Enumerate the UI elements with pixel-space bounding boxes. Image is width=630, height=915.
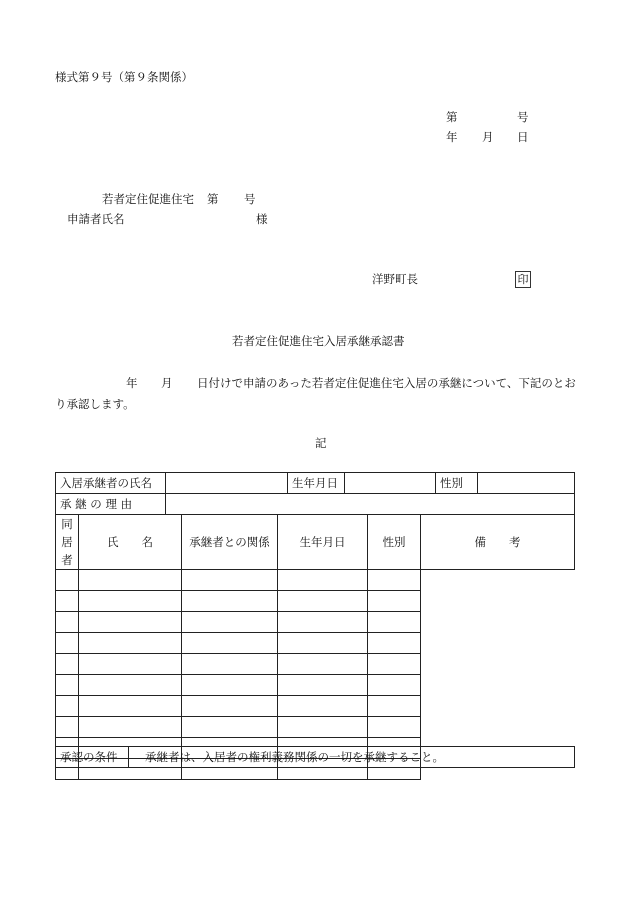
cohabitant-row [56, 717, 575, 738]
cohabitant-relationship-cell [79, 675, 182, 696]
cohabitant-relationship-cell [79, 570, 182, 591]
cohabitant-relationship-cell [79, 654, 182, 675]
conditions-row [56, 747, 575, 768]
cohabitant-table [55, 514, 575, 780]
date-day: 日 [517, 130, 529, 144]
cohabitant-remarks-cell [368, 717, 421, 738]
cohabitant-row [56, 696, 575, 717]
housing-label: 若者定住促進住宅 [102, 192, 194, 206]
cohabitant-remarks-cell [368, 696, 421, 717]
doc-number-dai: 第 [446, 110, 458, 124]
cohabitant-row [56, 612, 575, 633]
cohabitant-birthdate-cell [182, 654, 278, 675]
conditions-table [55, 746, 575, 768]
cohabitant-name-cell [56, 717, 79, 738]
cohabitant-row [56, 675, 575, 696]
form-number: 様式第９号（第９条関係） [55, 70, 193, 84]
cohabitant-relationship-cell [79, 696, 182, 717]
body-month: 月 [161, 376, 173, 390]
reason-row [56, 494, 575, 515]
body-text-line1: 日付けで申請のあった若者定住促進住宅入居の承継について、下記のとお [197, 376, 576, 390]
conditions-text: 承継者は、入居者の権利義務関係の一切を承継すること。 [129, 747, 575, 768]
successor-birthdate-label: 生年月日 [288, 473, 345, 494]
cohabitant-birthdate-cell [182, 591, 278, 612]
cohabitant-remarks-cell [368, 654, 421, 675]
cohabitant-gender-cell [278, 675, 368, 696]
cohabitant-label: 同居者 [56, 515, 79, 570]
cohabitant-gender-cell [278, 633, 368, 654]
cohabitant-header-row [56, 515, 575, 570]
header-birthdate: 生年月日 [278, 515, 368, 570]
cohabitant-birthdate-cell [182, 612, 278, 633]
cohabitant-row [56, 570, 575, 591]
successor-name-row [56, 473, 575, 494]
reason-value [166, 494, 575, 515]
cohabitant-birthdate-cell [182, 633, 278, 654]
ki-heading: 記 [315, 436, 327, 450]
applicant-name-label: 申請者氏名 [67, 212, 125, 226]
header-relationship: 承継者との関係 [182, 515, 278, 570]
cohabitant-gender-cell [278, 591, 368, 612]
housing-number-dai: 第 [207, 192, 219, 206]
header-gender: 性別 [368, 515, 421, 570]
doc-number-go: 号 [517, 110, 529, 124]
honorific-sama: 様 [256, 212, 268, 226]
successor-birthdate-value [345, 473, 436, 494]
header-remarks: 備 考 [421, 515, 575, 570]
cohabitant-remarks-cell [368, 591, 421, 612]
cohabitant-relationship-cell [79, 591, 182, 612]
issuer-name: 洋野町長 [372, 272, 418, 286]
body-year: 年 [126, 376, 138, 390]
reason-label: 承 継 の 理 由 [56, 494, 166, 515]
cohabitant-remarks-cell [368, 570, 421, 591]
date-month: 月 [482, 130, 494, 144]
cohabitant-row [56, 591, 575, 612]
cohabitant-gender-cell [278, 696, 368, 717]
header-name: 氏 名 [79, 515, 182, 570]
cohabitant-birthdate-cell [182, 675, 278, 696]
cohabitant-birthdate-cell [182, 717, 278, 738]
date-year: 年 [446, 130, 458, 144]
conditions-label: 承認の条件 [56, 747, 129, 768]
successor-gender-value [478, 473, 575, 494]
cohabitant-row [56, 654, 575, 675]
cohabitant-gender-cell [278, 570, 368, 591]
cohabitant-gender-cell [278, 717, 368, 738]
document-title: 若者定住促進住宅入居承継承認書 [232, 334, 405, 348]
cohabitant-relationship-cell [79, 717, 182, 738]
cohabitant-name-cell [56, 654, 79, 675]
seal-stamp: 印 [515, 271, 531, 288]
successor-info-table [55, 472, 575, 515]
cohabitant-name-cell [56, 696, 79, 717]
cohabitant-name-cell [56, 570, 79, 591]
cohabitant-name-cell [56, 591, 79, 612]
cohabitant-birthdate-cell [182, 696, 278, 717]
successor-name-value [166, 473, 288, 494]
cohabitant-remarks-cell [368, 633, 421, 654]
successor-gender-label: 性別 [436, 473, 478, 494]
cohabitant-remarks-cell [368, 675, 421, 696]
cohabitant-relationship-cell [79, 612, 182, 633]
cohabitant-name-cell [56, 675, 79, 696]
cohabitant-name-cell [56, 612, 79, 633]
successor-name-label: 入居承継者の氏名 [56, 473, 166, 494]
housing-number-go: 号 [244, 192, 256, 206]
cohabitant-name-cell [56, 633, 79, 654]
cohabitant-remarks-cell [368, 612, 421, 633]
cohabitant-row [56, 633, 575, 654]
cohabitant-relationship-cell [79, 633, 182, 654]
cohabitant-gender-cell [278, 654, 368, 675]
cohabitant-gender-cell [278, 612, 368, 633]
cohabitant-birthdate-cell [182, 570, 278, 591]
body-text-line2: り承認します。 [55, 397, 135, 411]
